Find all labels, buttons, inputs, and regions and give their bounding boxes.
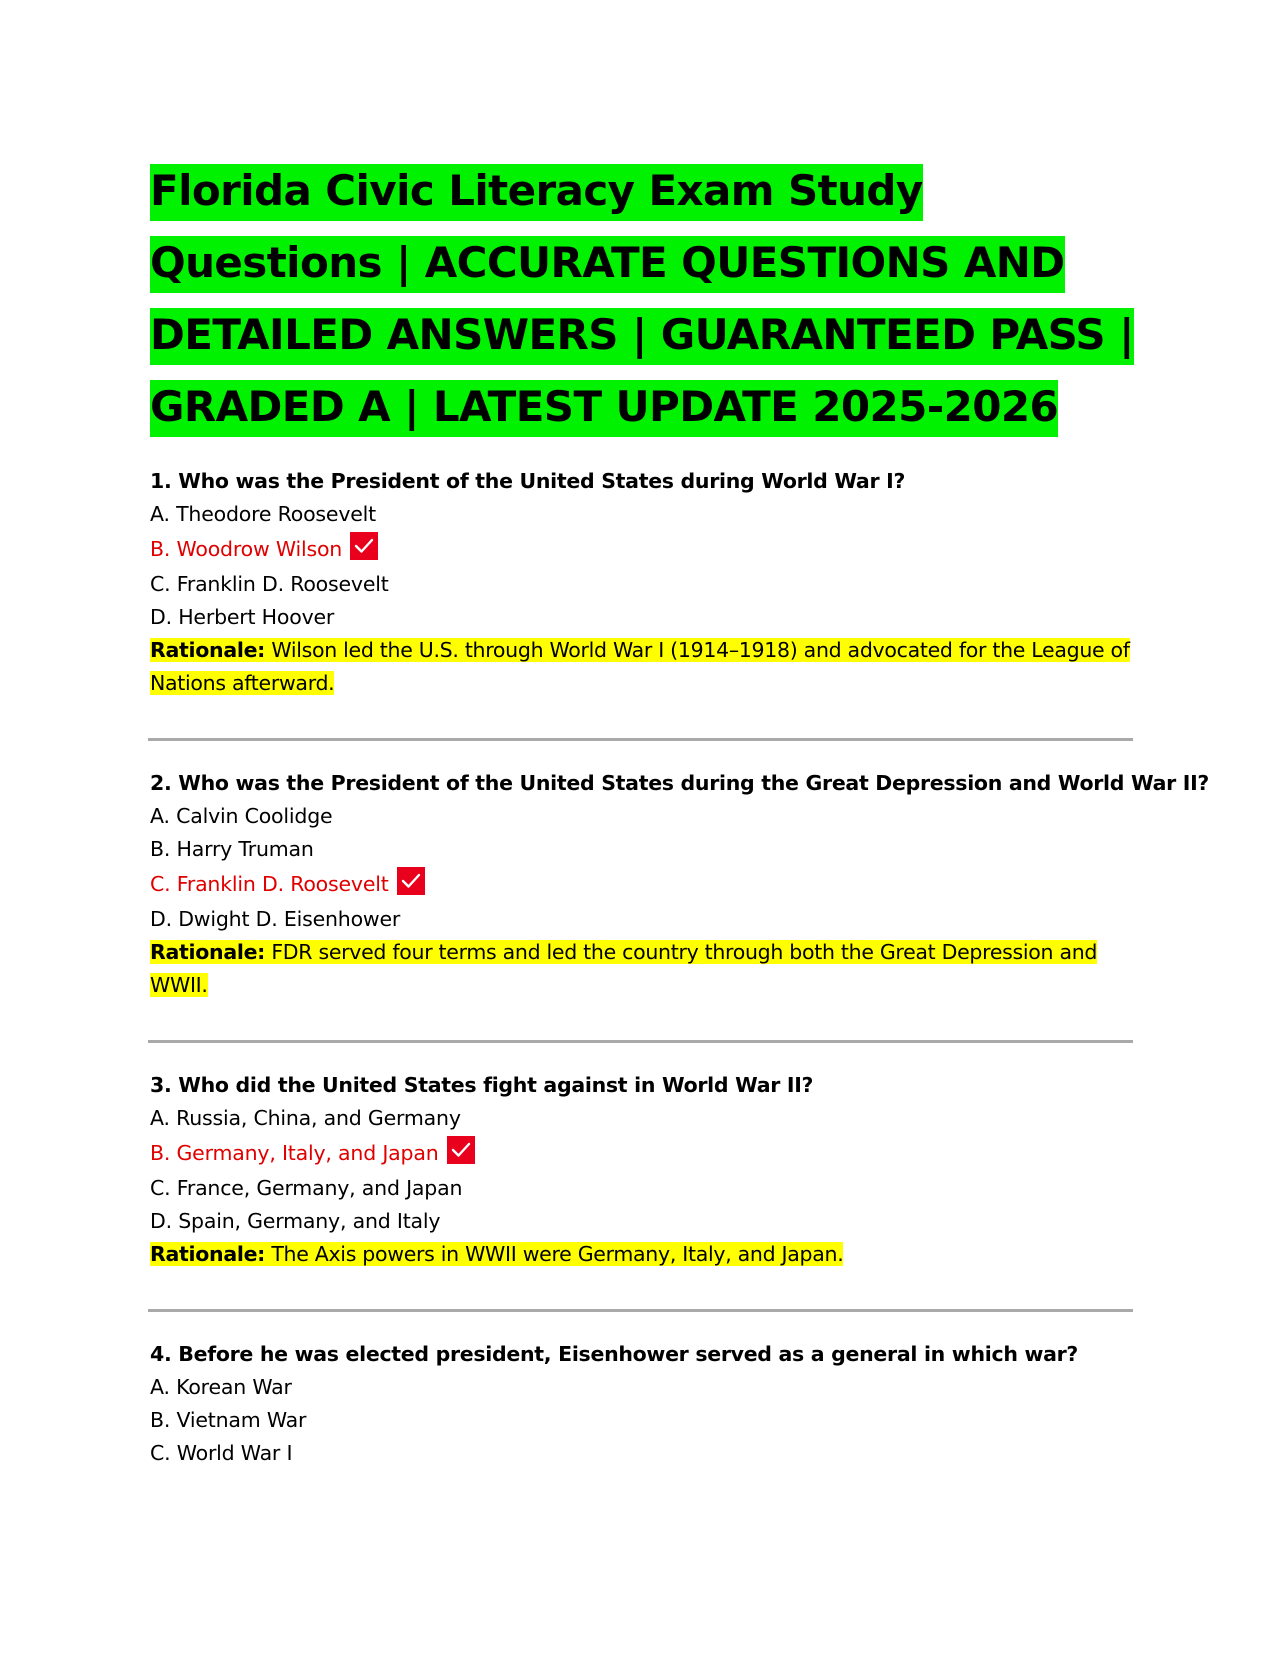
option-a: A. Calvin Coolidge — [150, 804, 333, 828]
document-page — [150, 155, 1210, 1470]
rationale — [150, 1238, 1135, 1271]
option-b-correct — [150, 1135, 1135, 1172]
option-a: A. Korean War — [150, 1375, 292, 1399]
option-label: B. Germany, Italy, and Japan — [150, 1141, 439, 1165]
divider — [148, 1040, 1133, 1043]
rationale — [150, 634, 1135, 700]
rationale-text: Wilson led the U.S. through World War I (1914–1918) and advocated for the League of Nations afterward. — [150, 638, 1130, 695]
option-label: C. Franklin D. Roosevelt — [150, 872, 389, 896]
option-d: D. Herbert Hoover — [150, 605, 335, 629]
document-title-text: Florida Civic Literacy Exam Study Questions | ACCURATE QUESTIONS AND DETAILED ANSWERS | GUARANTEED PASS | GRADED A | LATEST UPDATE 2025-2026 — [150, 164, 1134, 437]
question-text: 2. Who was the President of the United States during the Great Depression and World War II? — [150, 771, 1210, 795]
divider — [148, 1309, 1133, 1312]
option-a: A. Theodore Roosevelt — [150, 502, 377, 526]
option-d: D. Spain, Germany, and Italy — [150, 1209, 441, 1233]
rationale-text: The Axis powers in WWII were Germany, Italy, and Japan. — [271, 1242, 844, 1266]
option-d: D. Dwight D. Eisenhower — [150, 907, 401, 931]
check-icon — [397, 867, 425, 895]
rationale-label: Rationale: — [150, 1242, 266, 1266]
option-b: B. Harry Truman — [150, 837, 314, 861]
option-b-correct — [150, 531, 1135, 568]
rationale-label: Rationale: — [150, 940, 266, 964]
rationale-text: FDR served four terms and led the country through both the Great Depression and WWII. — [150, 940, 1098, 997]
option-c: C. France, Germany, and Japan — [150, 1176, 463, 1200]
option-c: C. World War I — [150, 1441, 293, 1465]
check-icon — [447, 1136, 475, 1164]
question-text: 1. Who was the President of the United States during World War I? — [150, 469, 906, 493]
option-a: A. Russia, China, and Germany — [150, 1106, 461, 1130]
document-title — [150, 155, 1135, 443]
question-4 — [150, 1338, 1135, 1470]
question-text: 3. Who did the United States fight against in World War II? — [150, 1073, 814, 1097]
option-c: C. Franklin D. Roosevelt — [150, 572, 389, 596]
question-text: 4. Before he was elected president, Eisenhower served as a general in which war? — [150, 1342, 1079, 1366]
question-3 — [150, 1069, 1135, 1271]
question-2 — [150, 767, 1210, 1002]
question-1 — [150, 465, 1135, 700]
check-icon — [350, 532, 378, 560]
option-label: B. Woodrow Wilson — [150, 537, 343, 561]
rationale — [150, 936, 1135, 1002]
divider — [148, 738, 1133, 741]
option-c-correct — [150, 866, 1135, 903]
rationale-label: Rationale: — [150, 638, 266, 662]
option-b: B. Vietnam War — [150, 1408, 307, 1432]
